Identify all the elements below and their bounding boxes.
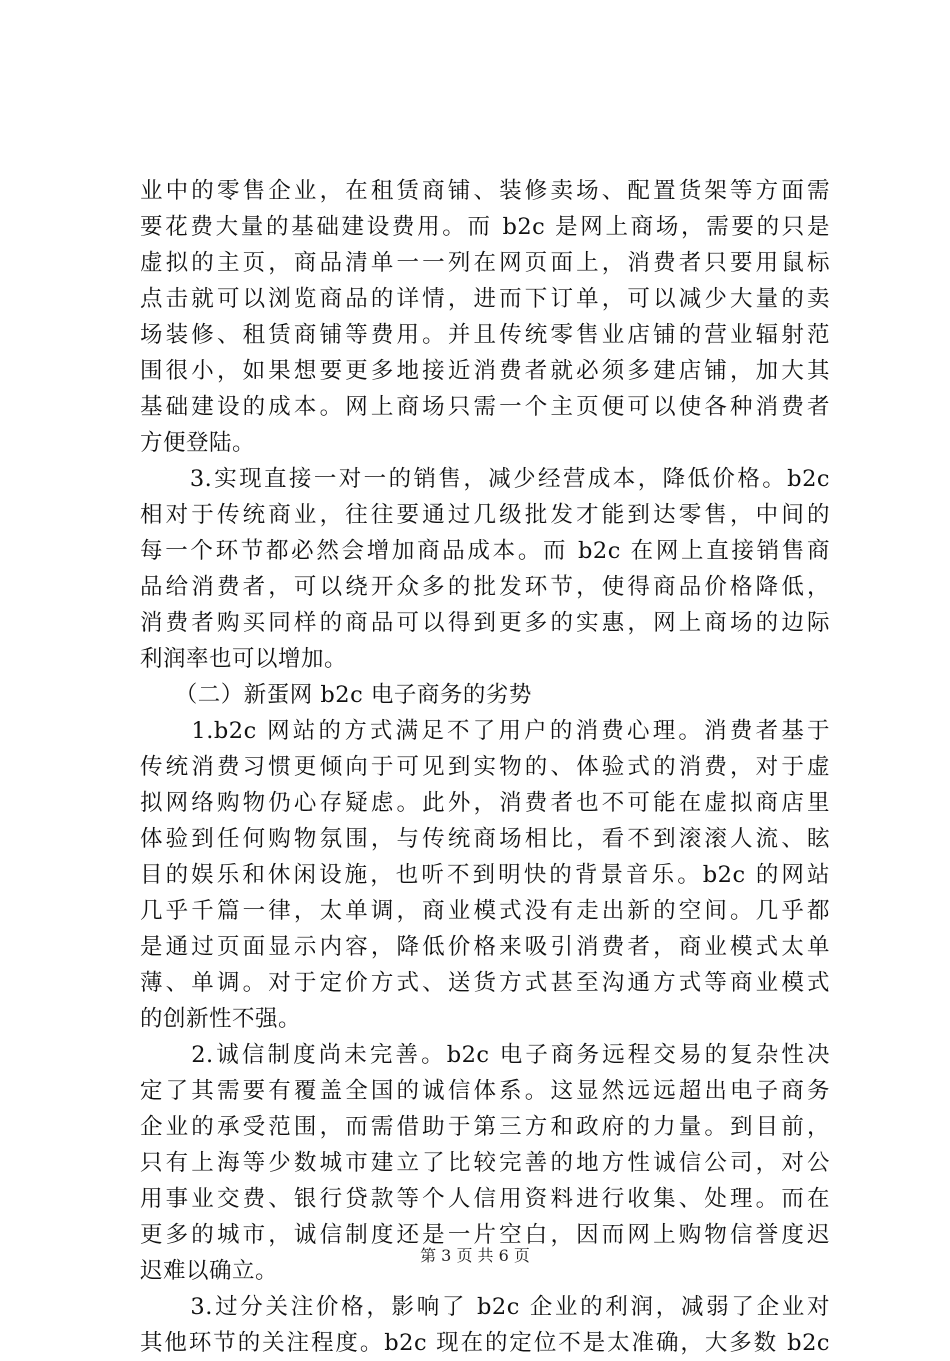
text-line: 围很小，如果想要更多地接近消费者就必须多建店铺，加大其 (140, 358, 830, 384)
text-line: 用事业交费、银行贷款等个人信用资料进行收集、处理。而在 (140, 1186, 830, 1212)
text-line: 迟难以确立。 (140, 1258, 279, 1284)
text-line: 虚拟的主页，商品清单一一列在网页面上，消费者只要用鼠标 (140, 250, 830, 276)
text-line: 3.实现直接一对一的销售，减少经营成本，降低价格。b2c (140, 466, 830, 492)
text-line: 更多的城市，诚信制度还是一片空白，因而网上购物信誉度迟 (140, 1222, 830, 1248)
text-line: 点击就可以浏览商品的详情，进而下订单，可以减少大量的卖 (140, 286, 830, 312)
text-line: 3.过分关注价格，影响了 b2c 企业的利润，减弱了企业对 (140, 1294, 830, 1320)
text-line: 其他环节的关注程度。b2c 现在的定位不是太准确，大多数 b2c (140, 1330, 830, 1356)
text-line: （二）新蛋网 b2c 电子商务的劣势 (140, 682, 532, 708)
text-line: 品给消费者，可以绕开众多的批发环节，使得商品价格降低， (140, 574, 830, 600)
text-line: 基础建设的成本。网上商场只需一个主页便可以使各种消费者 (140, 394, 830, 420)
page-footer: 第 3 页 共 6 页 (420, 1246, 530, 1265)
text-line: 2.诚信制度尚未完善。b2c 电子商务远程交易的复杂性决 (140, 1042, 830, 1068)
text-line: 场装修、租赁商铺等费用。并且传统零售业店铺的营业辐射范 (140, 322, 830, 348)
text-line: 拟网络购物仍心存疑虑。此外，消费者也不可能在虚拟商店里 (140, 790, 830, 816)
text-line: 方便登陆。 (140, 430, 256, 456)
text-line: 业中的零售企业，在租赁商铺、装修卖场、配置货架等方面需 (140, 178, 830, 204)
text-line: 只有上海等少数城市建立了比较完善的地方性诚信公司，对公 (140, 1150, 830, 1176)
text-line: 消费者购买同样的商品可以得到更多的实惠，网上商场的边际 (140, 610, 830, 636)
text-line: 体验到任何购物氛围，与传统商场相比，看不到滚滚人流、眩 (140, 826, 830, 852)
text-line: 薄、单调。对于定价方式、送货方式甚至沟通方式等商业模式 (140, 970, 830, 996)
text-line: 几乎千篇一律，太单调，商业模式没有走出新的空间。几乎都 (140, 898, 830, 924)
text-line: 目的娱乐和休闲设施，也听不到明快的背景音乐。b2c 的网站 (140, 862, 830, 888)
text-line: 的创新性不强。 (140, 1006, 302, 1032)
text-line: 企业的承受范围，而需借助于第三方和政府的力量。到目前， (140, 1114, 830, 1140)
text-line: 要花费大量的基础建设费用。而 b2c 是网上商场，需要的只是 (140, 214, 830, 240)
text-line: 利润率也可以增加。 (140, 646, 348, 672)
text-line: 传统消费习惯更倾向于可见到实物的、体验式的消费，对于虚 (140, 754, 830, 780)
text-line: 定了其需要有覆盖全国的诚信体系。这显然远远超出电子商务 (140, 1078, 830, 1104)
text-line: 是通过页面显示内容，降低价格来吸引消费者，商业模式太单 (140, 934, 830, 960)
text-line: 相对于传统商业，往往要通过几级批发才能到达零售，中间的 (140, 502, 830, 528)
text-line: 每一个环节都必然会增加商品成本。而 b2c 在网上直接销售商 (140, 538, 830, 564)
body-text (140, 173, 830, 1361)
text-line: 1.b2c 网站的方式满足不了用户的消费心理。消费者基于 (140, 718, 830, 744)
